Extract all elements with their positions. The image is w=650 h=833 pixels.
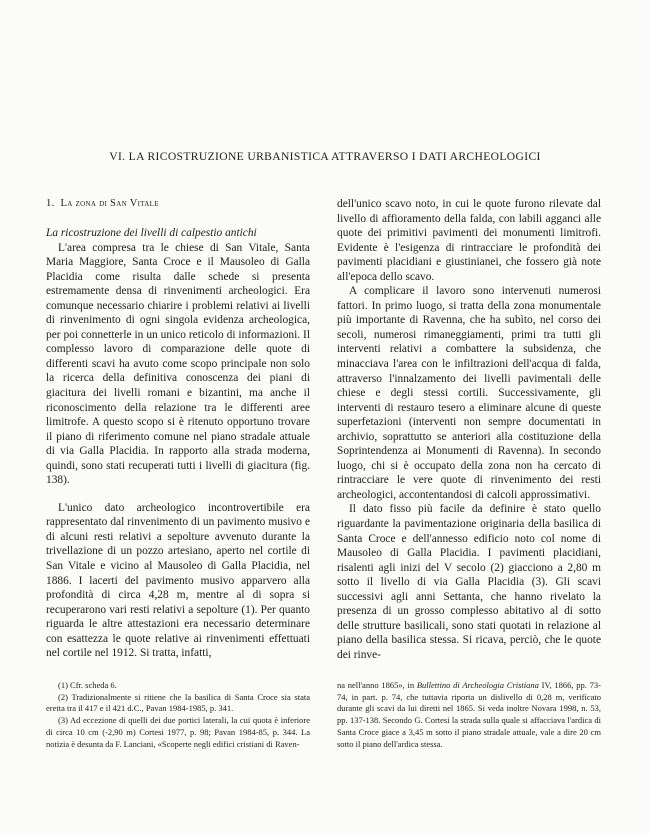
footnote: (3) Ad eccezione di quelli dei due portici laterali, la cui quota è inferiore di circa 10 cm (-2,90 m) Cortesi 1977, p. 98; Pavan 1984-85, p. 344. La notizia è desunta da F. Lanciani, «Scoperte negli edifici cristiani di Raven-: [46, 715, 310, 749]
right-column: [337, 197, 601, 663]
body-paragraph: L'unico dato archeologico incontrovertibile era rappresentato dal rinvenimento di un pavimento musivo e di alcuni resti relativi a sepolture avvenuto durante la trivellazione di un pozzo artesiano, aperto nel cortile di San Vitale e vicino al Mausoleo di Galla Placidia, nel 1886. I lacerti del pavimento musivo apparvero alla profondità di circa 4,28 m, mentre al di sopra si recuperarono vari resti relativi a sepolture (1). Per quanto riguarda le altre attestazioni era necessario determinare con esattezza le quote relative ai rinvenimenti effettuati nel cortile nel 1912. Si tratta, infatti,: [46, 501, 310, 660]
footnote: (1) Cfr. scheda 6.: [58, 680, 117, 690]
body-paragraph: dell'unico scavo noto, in cui le quote furono rilevate dal livello di affioramento della falda, con labili agganci alle quote dei primitivi pavimenti dei monumenti limitrofi. Evidente è l'esigenza di rintracciare le profondità dei pavimenti placidiani e giustinianei, che fossero già note all'epoca dello scavo.: [337, 198, 601, 283]
body-paragraph: L'area compresa tra le chiese di San Vitale, Santa Maria Maggiore, Santa Croce e il Mausoleo di Galla Placidia come risulta dalle schede si presenta estremamente densa di rinvenimenti archeologici. Era comunque necessario chiarire i problemi relativi ai livelli di rinvenimento di ogni singola evidenza archeologica, per poi connetterle in un unico reticolo di informazioni. Il complesso lavoro di comparazione delle quote di differenti scavi ha avuto come scopo principale non solo la ricerca della definitiva conoscenza dei piani di giacitura dei livelli romani e bizantini, ma anche il riconoscimento della relazione tra le differenti aree limitrofe. A questo scopo si è ritenuto opportuno trovare il piano di riferimento comune nel piano stradale attuale di via Galla Placidia. In rapporto alla strada moderna, quindi, sono stati recuperati tutti i livelli di giacitura (fig. 138).: [46, 241, 310, 487]
subheading: La ricostruzione dei livelli di calpestio antichi: [46, 227, 257, 239]
footnote-continuation: [337, 680, 601, 750]
section-number: 1.: [46, 198, 55, 209]
body-paragraph: A complicare il lavoro sono intervenuti numerosi fattori. In primo luogo, si tratta della zona monumentale più importante di Ravenna, che ha subìto, nel corso dei secoli, numerosi rimaneggiamenti, primi tra tutti gli interventi relativi a combattere la subsidenza, che minacciava l'area con le infiltrazioni dell'acqua di falda, attraverso l'innalzamento dei livelli pavimentali delle chiese e degli stessi cortili. Successivamente, gli interventi di restauro tesero a eliminare alcune di queste superfetazioni (interventi non sempre documentati in archivio, soprattutto se anteriori alla costituzione della Soprintendenza ai Monumenti di Ravenna). In secondo luogo, chi si è occupato della zona non ha cercato di rintracciare le vere quote di rinvenimento dei resti archeologici, accontentandosi di calcoli approssimativi.: [337, 285, 601, 501]
left-column: [46, 197, 310, 661]
footnote-text: IV, 1866, pp. 73-74, in part. p. 74, che tuttavia riporta un dislivello di 0,28 m, verificato durante gli scavi da lui diretti nel 1865. Si veda inoltre Novara 1998, n. 53, pp. 137-138. Secondo G. Cortesi la strada sulla quale si affacciava l'ardica di Santa Croce giace a 3,45 m sotto il piano stradale attuale, vale a dire 20 cm sotto il piano dell'ardica stessa.: [337, 680, 601, 749]
footnote: (2) Tradizionalmente si ritiene che la basilica di Santa Croce sia stata eretta tra il 417 e il 421 d.C., Pavan 1984-1985, p. 341.: [46, 691, 310, 714]
chapter-title: VI. LA RICOSTRUZIONE URBANISTICA ATTRAVERSO I DATI ARCHEOLOGICI: [109, 150, 541, 163]
section-title: La zona di San Vitale: [60, 198, 159, 209]
footnotes-left: [46, 680, 310, 750]
footnote-text: na nell'anno 1865», in: [337, 680, 417, 690]
body-paragraph: Il dato fisso più facile da definire è stato quello riguardante la pavimentazione originaria della basilica di Santa Croce e dell'annesso edificio noto col nome di Mausoleo di Galla Placidia. I pavimenti placidiani, risalenti agli inizi del V secolo (2) giacciono a 2,80 m sotto il livello di via Galla Placidia (3). Gli scavi successivi agli anni Settanta, che hanno rivelato la presenza di un grosso complesso abitativo al di sotto delle strutture basilicali, sono stati quotati in relazione al piano della basilica stessa. Si ricava, perciò, che le quote dei rinve-: [337, 503, 601, 661]
footnotes-right: [337, 680, 601, 750]
journal-title: Bullettino di Archeologia Cristiana: [416, 680, 539, 690]
section-heading: [46, 197, 310, 212]
